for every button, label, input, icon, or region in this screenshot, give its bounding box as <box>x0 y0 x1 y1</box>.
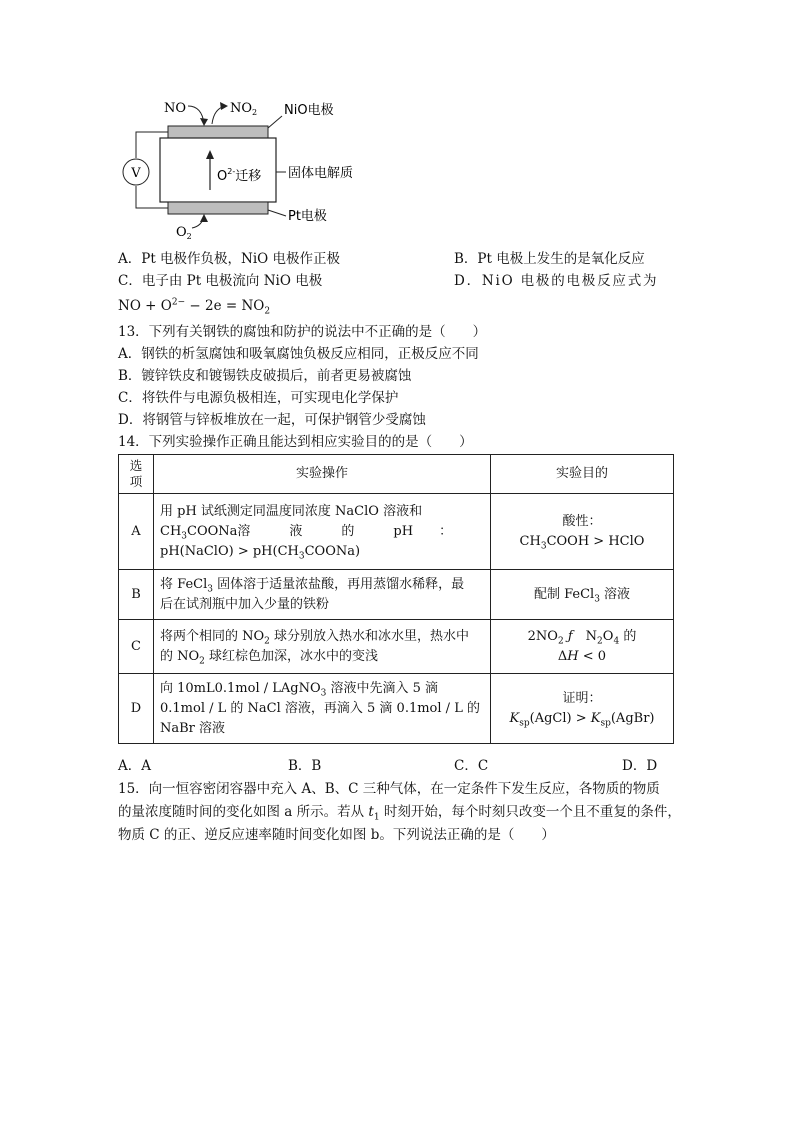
header-option: 选项 <box>119 455 154 494</box>
nio-electrode <box>168 126 268 138</box>
row-c-operation <box>154 620 491 674</box>
nio-label: NiO电极 <box>284 103 334 118</box>
o2-in-arrowhead-icon <box>200 214 208 222</box>
q12-option-c: C．电子由 Pt 电极流向 NiO 电极 <box>118 273 323 289</box>
q13-option-a: A．钢铁的析氢腐蚀和吸氧腐蚀负极反应相同，正极反应不同 <box>118 346 479 362</box>
q15-line-3: 物质 C 的正、逆反应速率随时间变化如图 b。下列说法正确的是（ ） <box>118 827 555 843</box>
no-in-arrowhead-icon <box>200 118 208 126</box>
q13-option-b: B．镀锌铁皮和镀锡铁皮破损后，前者更易被腐蚀 <box>118 368 412 384</box>
no-label: NO <box>164 101 187 116</box>
q14-stem: 14．下列实验操作正确且能达到相应实验目的的是（ ） <box>118 434 473 450</box>
q12-option-d: D．NiO 电极的电极反应式为 <box>454 273 659 289</box>
header-purpose: 实验目的 <box>491 455 674 494</box>
row-a-purpose <box>491 494 674 570</box>
q14-option-d: D．D <box>622 758 658 774</box>
nio-leader-line <box>268 116 282 128</box>
row-b-op-line-1: 将 FeCl$_3$ 固体溶于适量浓盐酸，再用蒸馏水稀释，最 <box>160 576 465 595</box>
row-d-goal-line-1: 证明： <box>562 690 602 706</box>
pt-leader-line <box>268 210 286 216</box>
row-c-purpose <box>491 620 674 674</box>
q12-option-d-formula: NO + $O^{2-} - 2e = NO_2$ <box>118 297 271 317</box>
row-c-op-line-2: 的 $NO_2$ 球红棕色加深，冰水中的变浅 <box>160 648 379 667</box>
row-a-op-line-2: $CH_3COONa$溶 液 的 pH ： <box>160 523 453 542</box>
pt-electrode <box>168 202 268 214</box>
header-operation: 实验操作 <box>154 455 491 494</box>
q13-option-d: D．将钢管与锌板堆放在一起，可保护钢管少受腐蚀 <box>118 412 426 428</box>
row-d-id: D <box>119 674 154 744</box>
row-a-op-line-3: pH(NaClO) > $pH(CH_3COONa)$ <box>160 543 361 562</box>
row-c-goal-line-2: ΔH < 0 <box>557 648 607 664</box>
row-d-purpose <box>491 674 674 744</box>
cell-diagram <box>118 92 378 246</box>
electrolyte-label: 固体电解质 <box>288 166 354 181</box>
cell-diagram-svg <box>118 92 378 242</box>
row-a-goal-line-2: $CH_3COOH$ > HClO <box>519 533 645 552</box>
row-d-goal-line-2: $K_{sp}(AgCl)$ > $K_{sp}(AgBr)$ <box>509 710 655 729</box>
q15-line-2: 的量浓度随时间的变化如图 a 所示。若从 $t_1$ 时刻开始，每个时刻只改变一个且不重复的条件， <box>118 804 681 823</box>
q13-option-c: C．将铁件与电源负极相连，可实现电化学保护 <box>118 390 399 406</box>
table-row <box>119 620 674 674</box>
row-d-op-line-2: 0.1mol / L 的 NaCl 溶液，再滴入 5 滴 0.1mol / L 的 <box>160 700 480 716</box>
q13-stem: 13．下列有关钢铁的腐蚀和防护的说法中不正确的是（ ） <box>118 324 487 340</box>
no2-out-arrow-icon <box>212 106 226 124</box>
no2-out-arrowhead-icon <box>220 102 228 110</box>
row-b-purpose: 配制 FeCl$_3$ 溶液 <box>491 570 674 620</box>
q14-option-b: B．B <box>288 758 322 774</box>
row-d-op-line-3: NaBr 溶液 <box>160 720 226 736</box>
table-row <box>119 494 674 570</box>
row-d-op-line-1: 向 10mL0.1mol / LAgNO$_3$ 溶液中先滴入 5 滴 <box>160 680 439 699</box>
row-d-operation <box>154 674 491 744</box>
row-b-op-line-2: 后在试剂瓶中加入少量的铁粉 <box>160 596 330 612</box>
no-in-arrow-icon <box>188 106 204 124</box>
row-b-operation <box>154 570 491 620</box>
migration-label: $O^{2-}$迁移 <box>217 167 262 184</box>
o2-label: $O_2$ <box>176 225 192 241</box>
table-row <box>119 570 674 620</box>
q14-option-c: C．C <box>454 758 489 774</box>
row-b-id: B <box>119 570 154 620</box>
q14-option-a: A．A <box>118 758 151 774</box>
table-row <box>119 674 674 744</box>
row-a-op-line-1: 用 pH 试纸测定同温度同浓度 NaClO 溶液和 <box>160 503 423 519</box>
no2-label: $NO_2$ <box>230 101 258 117</box>
q12-option-a: A．Pt 电极作负极，NiO 电极作正极 <box>118 251 341 267</box>
q12-option-b: B．Pt 电极上发生的是氧化反应 <box>454 251 645 267</box>
row-c-id: C <box>119 620 154 674</box>
voltmeter-label: V <box>131 166 141 181</box>
row-a-goal-line-1: 酸性： <box>562 513 602 529</box>
table-header-row <box>119 455 674 494</box>
pt-label: Pt电极 <box>288 209 327 224</box>
row-a-operation <box>154 494 491 570</box>
q14-table <box>118 454 674 744</box>
row-c-goal-line-1: $2NO_2$ ƒ $N_2O_4$ 的 <box>527 628 637 647</box>
q15-line-1: 15．向一恒容密闭容器中充入 A、B、C 三种气体，在一定条件下发生反应，各物质的物质 <box>118 781 660 797</box>
row-c-op-line-1: 将两个相同的 $NO_2$ 球分别放入热水和冰水里，热水中 <box>160 628 470 647</box>
row-a-id: A <box>119 494 154 570</box>
